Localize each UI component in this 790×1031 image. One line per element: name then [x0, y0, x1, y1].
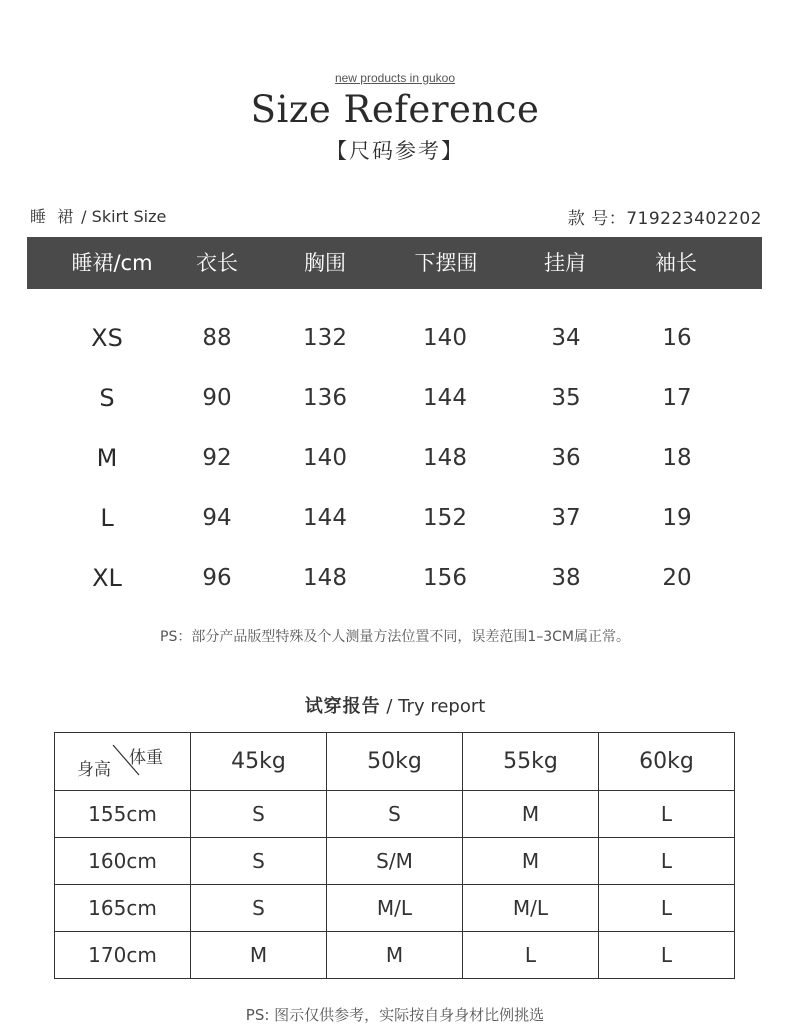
- style-number: 款 号：719223402202: [567, 209, 762, 229]
- table-cell: L: [599, 932, 735, 979]
- table-cell: 19: [662, 505, 692, 531]
- table-cell: 35: [551, 385, 581, 411]
- table-cell: 156: [423, 565, 467, 591]
- table-cell: 148: [423, 445, 467, 471]
- try-report-title-en: / Try report: [380, 696, 486, 717]
- size-label: L: [100, 504, 114, 532]
- table-cell: L: [599, 791, 735, 838]
- diagonal-divider: [55, 733, 191, 790]
- table-cell: 37: [551, 505, 581, 531]
- weight-header: 55kg: [463, 733, 599, 791]
- table-cell: S: [191, 885, 327, 932]
- reference-note: PS: 图示仅供参考，实际按自身身材比例挑选: [245, 1006, 545, 1024]
- table-cell: M/L: [463, 885, 599, 932]
- weight-header: 60kg: [599, 733, 735, 791]
- size-label: M: [96, 444, 118, 472]
- table-row: [55, 885, 735, 932]
- table-cell: 17: [662, 385, 692, 411]
- table-row: [0, 438, 790, 478]
- height-label: 身高: [77, 760, 111, 780]
- weight-header: 50kg: [327, 733, 463, 791]
- table-row: [0, 498, 790, 538]
- table-cell: L: [599, 885, 735, 932]
- section-label: [30, 204, 166, 227]
- table-cell: M/L: [327, 885, 463, 932]
- table-cell: 136: [303, 385, 347, 411]
- page-title: Size Reference: [250, 88, 540, 131]
- table-cell: S: [327, 791, 463, 838]
- height-cell: 165cm: [55, 885, 191, 932]
- corner-cell: [55, 733, 191, 791]
- try-report-title-cn: 试穿报告: [304, 696, 381, 717]
- table-cell: 88: [202, 325, 232, 351]
- table-cell: 96: [202, 565, 232, 591]
- table-cell: 90: [202, 385, 232, 411]
- table-cell: 152: [423, 505, 467, 531]
- table-cell: S: [191, 838, 327, 885]
- table-cell: 132: [303, 325, 347, 351]
- size-label: XL: [92, 564, 122, 592]
- page-title-cn: 【尺码参考】: [326, 139, 464, 163]
- size-label: S: [99, 384, 115, 412]
- measurement-note: PS：部分产品版型特殊及个人测量方法位置不同，误差范围1–3CM属正常。: [160, 629, 630, 645]
- height-cell: 170cm: [55, 932, 191, 979]
- table-cell: 16: [662, 325, 692, 351]
- table-cell: M: [327, 932, 463, 979]
- size-table-header: [27, 237, 762, 289]
- table-cell: L: [599, 838, 735, 885]
- table-cell: 144: [423, 385, 467, 411]
- col-header: 挂肩: [544, 251, 586, 275]
- col-header: 睡裙/cm: [71, 251, 153, 275]
- table-cell: 140: [423, 325, 467, 351]
- table-cell: 148: [303, 565, 347, 591]
- table-cell: 18: [662, 445, 692, 471]
- section-label-en: / Skirt Size: [76, 207, 167, 226]
- table-cell: 36: [551, 445, 581, 471]
- table-cell: L: [463, 932, 599, 979]
- table-cell: M: [191, 932, 327, 979]
- height-cell: 160cm: [55, 838, 191, 885]
- try-report-table: [54, 732, 735, 979]
- col-header: 袖长: [655, 251, 697, 275]
- height-cell: 155cm: [55, 791, 191, 838]
- table-cell: 20: [662, 565, 692, 591]
- table-row: [55, 932, 735, 979]
- col-header: 胸围: [304, 251, 346, 275]
- table-row: [55, 733, 735, 791]
- table-cell: 38: [551, 565, 581, 591]
- table-row: [0, 318, 790, 358]
- table-cell: 92: [202, 445, 232, 471]
- table-cell: 140: [303, 445, 347, 471]
- table-cell: 144: [303, 505, 347, 531]
- table-cell: M: [463, 791, 599, 838]
- table-cell: 94: [202, 505, 232, 531]
- table-cell: S: [191, 791, 327, 838]
- col-header: 下摆围: [414, 251, 478, 275]
- section-label-cn: 睡 裙: [30, 207, 77, 226]
- size-label: XS: [91, 324, 123, 352]
- try-report-title: [0, 692, 790, 718]
- table-row: [55, 791, 735, 838]
- table-row: [55, 838, 735, 885]
- brand-subtitle: new products in gukoo: [334, 71, 456, 85]
- table-cell: 34: [551, 325, 581, 351]
- weight-label: 体重: [129, 748, 163, 768]
- weight-header: 45kg: [191, 733, 327, 791]
- table-cell: M: [463, 838, 599, 885]
- col-header: 衣长: [196, 251, 238, 275]
- table-row: [0, 378, 790, 418]
- table-cell: S/M: [327, 838, 463, 885]
- table-row: [0, 558, 790, 598]
